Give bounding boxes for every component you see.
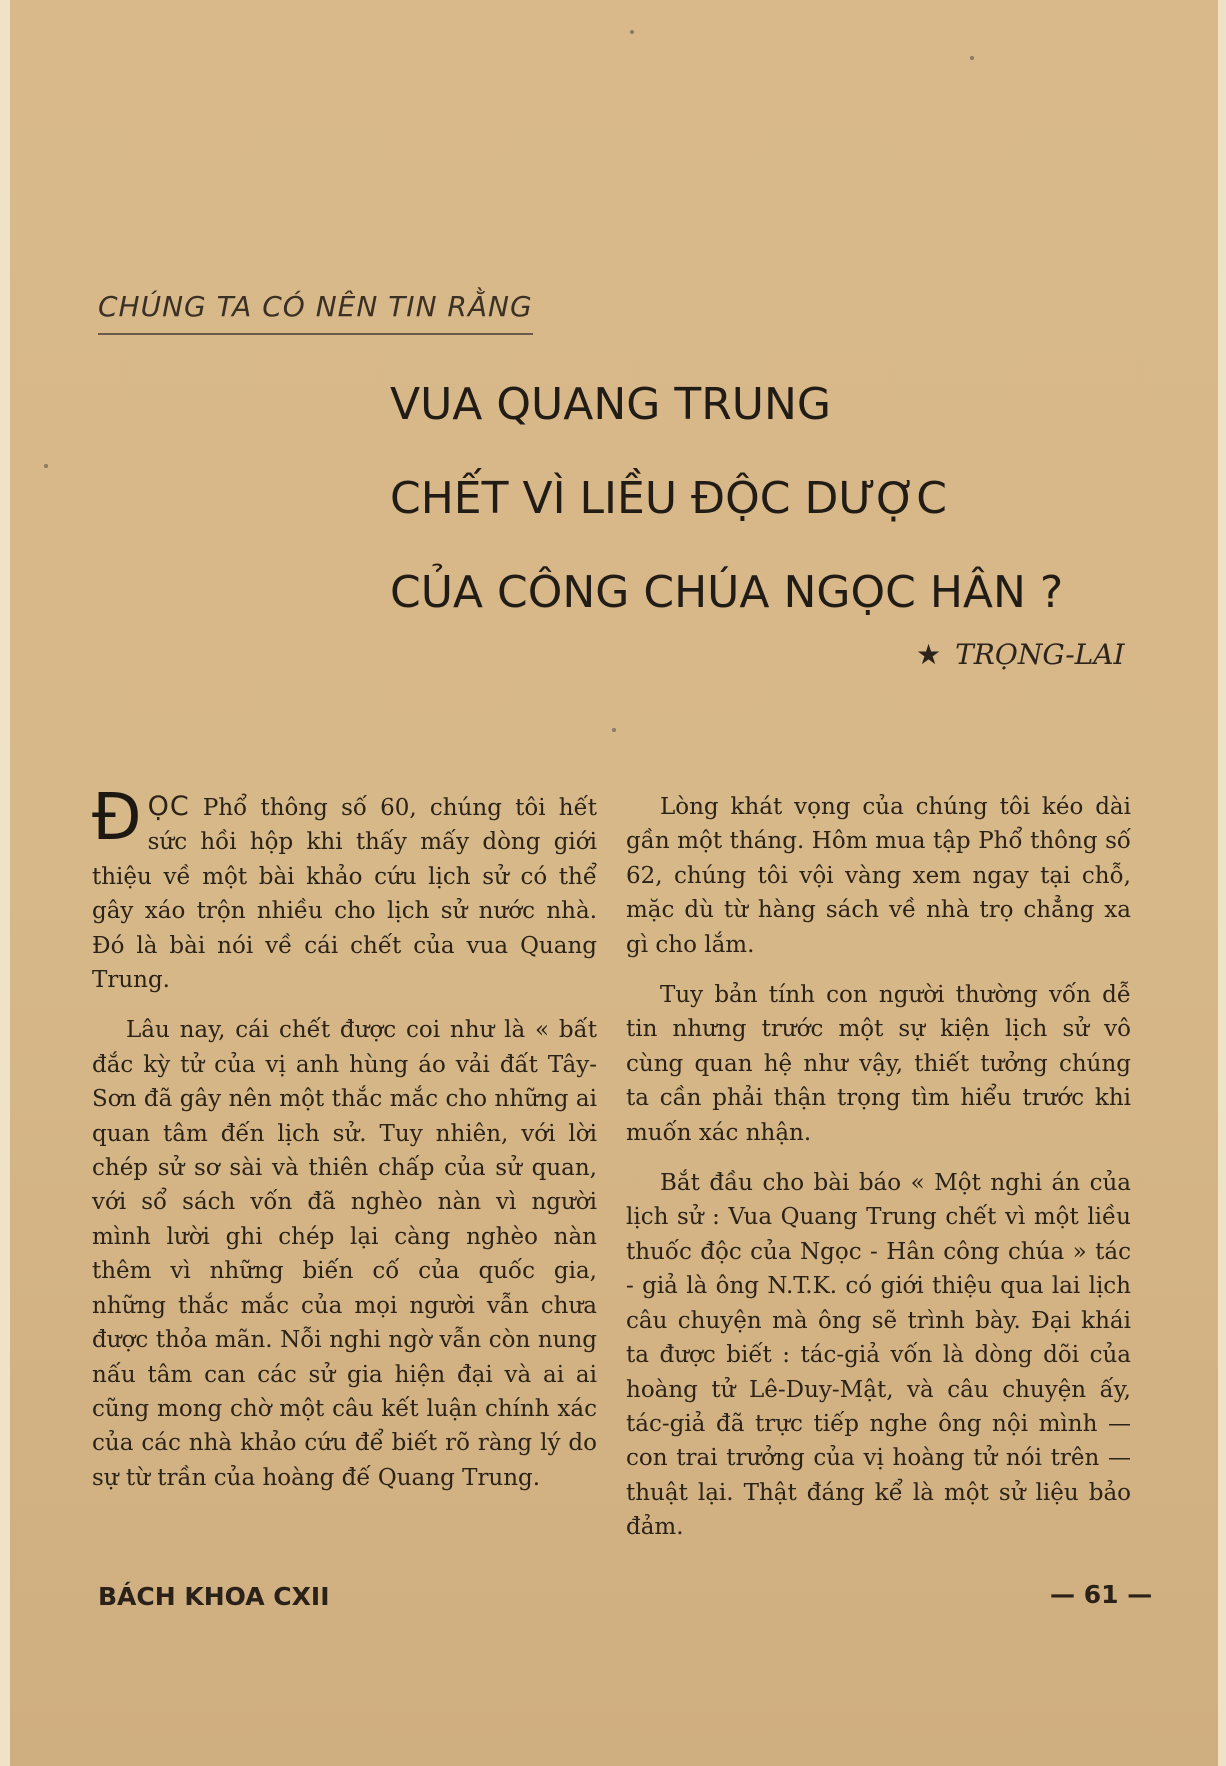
paragraph: Lâu nay, cái chết được coi như là « bất đắc kỳ tử của vị anh hùng áo vải đất Tây-Sơn đã gây nên một thắc mắc cho những ai quan tâm đến lịch sử. Tuy nhiên, với lời chép sử sơ sài và thiên chấp của sử quan, với sổ sách vốn đã nghèo nàn vì người mình lười ghi chép lại càng nghèo nàn thêm vì những biến cố của quốc gia, những thắc mắc của mọi người vẫn chưa được thỏa mãn. Nỗi nghi ngờ vẫn còn nung nấu tâm can các sử gia hiện đại và ai ai cũng mong chờ một câu kết luận chính xác của các nhà khảo cứu để biết rõ ràng lý do sự từ trần của hoàng đế Quang Trung. [92, 1017, 597, 1491]
article-headline [390, 375, 1190, 657]
paragraph: Lòng khát vọng của chúng tôi kéo dài gần một tháng. Hôm mua tập Phổ thông số 62, chúng tôi vội vàng xem ngay tại chỗ, mặc dù từ hàng sách về nhà trọ chẳng xa gì cho lắm. [626, 794, 1131, 958]
headline-line-1: VUA QUANG TRUNG [390, 379, 831, 430]
publication-name: BÁCH KHOA CXII [98, 1582, 330, 1611]
author-name: TRỌNG-LAI [955, 638, 1125, 671]
byline [916, 638, 1125, 671]
right-column [626, 790, 1131, 1561]
star-icon: ★ [916, 638, 942, 671]
paragraph-text: Phổ thông số 60, chúng tôi hết sức hồi hộp khi thấy mấy dòng giới thiệu về một bài khảo cứu lịch sử có thể gây xáo trộn nhiều cho lịch sử nước nhà. Đó là bài nói về cái chết của vua Quang Trung. [92, 795, 597, 994]
article-kicker: CHÚNG TA CÓ NÊN TIN RẰNG [98, 290, 533, 335]
headline-line-3: CỦA CÔNG CHÚA NGỌC HÂN ? [390, 567, 1064, 618]
speck [612, 728, 616, 732]
speck [630, 30, 634, 34]
speck [44, 464, 48, 468]
headline-line-2: CHẾT VÌ LIỀU ĐỘC DƯỢC [390, 473, 947, 524]
page-number: — 61 — [1050, 1580, 1153, 1609]
lead-word: ỌC [147, 791, 190, 822]
left-column [92, 781, 597, 1511]
paragraph [92, 781, 597, 997]
paragraph: Bắt đầu cho bài báo « Một nghi án của lịch sử : Vua Quang Trung chết vì một liều thuốc độc của Ngọc - Hân công chúa » tác - giả là ông N.T.K. có giới thiệu qua lai lịch câu chuyện mà ông sẽ trình bày. Đại khái ta được biết : tác-giả vốn là dòng dõi của hoàng tử Lê-Duy-Mật, và câu chuyện ấy, tác-giả đã trực tiếp nghe ông nội mình — con trai trưởng của vị hoàng tử nói trên — thuật lại. Thật đáng kể là một sử liệu bảo đảm. [626, 1170, 1131, 1541]
speck [970, 56, 974, 60]
paragraph: Tuy bản tính con người thường vốn dễ tin nhưng trước một sự kiện lịch sử vô cùng quan hệ như vậy, thiết tưởng chúng ta cần phải thận trọng tìm hiểu trước khi muốn xác nhận. [626, 982, 1131, 1146]
drop-cap: Đ [92, 781, 142, 855]
